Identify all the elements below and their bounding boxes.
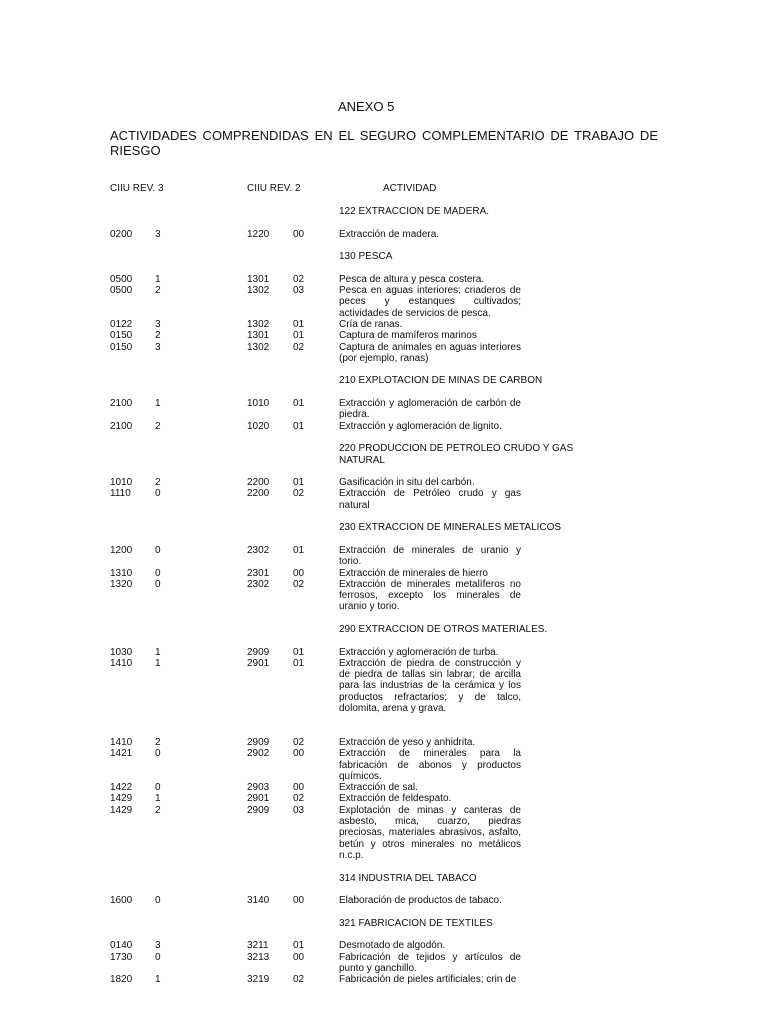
ciiu-rev2-subcode: 01 [293, 318, 305, 330]
table-row [110, 285, 670, 319]
document-title: ACTIVIDADES COMPRENDIDAS EN EL SEGURO COMPLEMENTARIO DE TRABAJO DE RIESGO [110, 128, 658, 158]
section-title: 122 EXTRACCION DE MADERA. [339, 206, 490, 217]
ciiu-rev2-code: 2901 [247, 657, 270, 669]
section-title: 290 EXTRACCION DE OTROS MATERIALES. [339, 623, 548, 635]
ciiu-rev3-subcode: 3 [155, 940, 161, 952]
ciiu-rev3-subcode: 3 [155, 318, 161, 330]
ciiu-rev3-code: 0150 [110, 330, 133, 342]
ciiu-rev3-subcode: 0 [155, 782, 161, 794]
ciiu-rev2-subcode: 02 [293, 341, 305, 353]
activity-description: Extracción de minerales metalíferos no ferrosos, excepto los minerales de uranio y torio. [339, 578, 521, 613]
table-row [110, 748, 670, 782]
ciiu-rev3-code: 1310 [110, 567, 133, 579]
section-heading [110, 624, 670, 635]
table-row [110, 330, 670, 341]
ciiu-rev3-subcode: 1 [155, 793, 161, 805]
ciiu-rev3-subcode: 0 [155, 748, 161, 760]
table-row [110, 229, 670, 240]
activity-description: Extracción de madera. [339, 228, 440, 240]
column-header-activity: ACTIVIDAD [383, 183, 437, 194]
ciiu-rev3-code: 0140 [110, 940, 133, 952]
ciiu-rev3-subcode: 0 [155, 578, 161, 590]
table-row [110, 895, 670, 906]
ciiu-rev2-subcode: 03 [293, 804, 305, 816]
ciiu-rev3-code: 1410 [110, 657, 133, 669]
activity-description: Extracción de Petróleo crudo y gas natural [339, 488, 521, 511]
activity-description: Pesca en aguas interiores; criaderos de peces y estanques cultivados; actividades de servicios de pesca. [339, 285, 521, 319]
table-row [110, 488, 670, 511]
ciiu-rev2-code: 1010 [247, 398, 270, 410]
activity-description: Elaboración de productos de tabaco. [339, 895, 502, 907]
annex-title: ANEXO 5 [338, 99, 395, 114]
ciiu-rev3-code: 1820 [110, 974, 133, 986]
ciiu-rev2-code: 1302 [247, 318, 270, 330]
ciiu-rev2-code: 2200 [247, 488, 270, 500]
activity-description: Extracción y aglomeración de carbón de piedra. [339, 398, 521, 421]
ciiu-rev3-subcode: 3 [155, 341, 161, 353]
activity-description: Extracción y aglomeración de turba. [339, 646, 499, 658]
ciiu-rev2-code: 2909 [247, 646, 270, 658]
table-row [110, 319, 670, 330]
ciiu-rev2-code: 3211 [247, 940, 269, 952]
activity-description: Extracción y aglomeración de lignito. [339, 420, 502, 432]
ciiu-rev3-code: 2100 [110, 420, 133, 432]
ciiu-rev2-code: 3140 [247, 895, 270, 907]
section-title: 321 FABRICACION DE TEXTILES [339, 917, 493, 929]
table-row [110, 974, 670, 985]
table-row [110, 805, 670, 861]
ciiu-rev2-subcode: 01 [293, 544, 305, 556]
ciiu-rev3-code: 1110 [110, 488, 131, 500]
activity-description: Extracción de minerales de uranio y torio. [339, 544, 521, 568]
ciiu-rev3-code: 2100 [110, 398, 133, 410]
activity-description: Extracción de piedra de construcción y de piedra de tallas sin labrar; de arcilla para las industrias de la cerámica y los productos refractarios; y de talco, dolomita, arena y grava. [339, 657, 521, 715]
ciiu-rev2-subcode: 02 [293, 736, 305, 748]
section-heading [110, 918, 670, 929]
activity-description: Fabricación de tejidos y artículos de punto y ganchillo. [339, 951, 521, 974]
ciiu-rev2-code: 1302 [247, 285, 270, 297]
ciiu-rev3-subcode: 2 [155, 804, 161, 816]
activity-description: Fabricación de pieles artificiales; crin de [339, 974, 517, 986]
ciiu-rev3-subcode: 0 [155, 567, 161, 579]
ciiu-rev2-code: 1220 [247, 228, 270, 240]
table-row [110, 579, 670, 613]
ciiu-rev3-subcode: 1 [155, 657, 161, 669]
ciiu-rev2-code: 1301 [247, 273, 270, 285]
ciiu-rev3-subcode: 1 [155, 273, 161, 285]
column-header-ciiu-rev3: CIIU REV. 3 [110, 183, 164, 194]
ciiu-rev2-subcode: 02 [293, 974, 305, 986]
ciiu-rev2-code: 2901 [247, 793, 270, 805]
ciiu-rev3-code: 1410 [110, 736, 133, 748]
ciiu-rev2-code: 2302 [247, 578, 270, 590]
ciiu-rev2-code: 1301 [247, 330, 270, 342]
ciiu-rev2-code: 3213 [247, 951, 270, 963]
ciiu-rev3-code: 1320 [110, 578, 133, 590]
ciiu-rev2-subcode: 01 [293, 477, 305, 489]
ciiu-rev3-subcode: 2 [155, 285, 161, 297]
table-row [110, 658, 670, 714]
ciiu-rev2-subcode: 00 [293, 951, 305, 963]
table-row [110, 782, 670, 793]
ciiu-rev3-code: 0200 [110, 228, 133, 240]
ciiu-rev2-subcode: 01 [293, 398, 305, 410]
ciiu-rev3-subcode: 1 [155, 398, 161, 410]
section-heading [110, 375, 670, 386]
ciiu-rev3-subcode: 2 [155, 330, 161, 342]
section-heading [110, 251, 670, 262]
ciiu-rev2-subcode: 01 [293, 940, 305, 952]
section-title: 314 INDUSTRIA DEL TABACO [339, 872, 477, 884]
ciiu-rev3-code: 1730 [110, 951, 133, 963]
ciiu-rev2-code: 3219 [247, 974, 270, 986]
ciiu-rev2-subcode: 02 [293, 488, 305, 500]
table-row [110, 398, 670, 421]
table-row [110, 793, 670, 804]
section-heading [110, 522, 670, 533]
ciiu-rev2-subcode: 01 [293, 657, 305, 669]
ciiu-rev3-subcode: 2 [155, 477, 161, 489]
section-title: 210 EXPLOTACION DE MINAS DE CARBON [339, 375, 543, 387]
table-row [110, 568, 670, 579]
activity-table [110, 206, 670, 997]
activity-description: Extracción de yeso y anhidrita. [339, 736, 476, 748]
activity-description: Captura de animales en aguas interiores (por ejemplo, ranas) [339, 341, 521, 364]
activity-description: Desmotado de algodón. [339, 940, 446, 952]
ciiu-rev3-code: 1010 [110, 477, 133, 489]
ciiu-rev3-subcode: 0 [155, 544, 161, 556]
activity-description: Cría de ranas. [339, 318, 403, 330]
ciiu-rev3-code: 1600 [110, 895, 133, 907]
ciiu-rev2-subcode: 00 [293, 748, 305, 760]
table-row [110, 952, 670, 975]
section-heading [110, 206, 670, 217]
table-row [110, 737, 670, 748]
ciiu-rev3-code: 1429 [110, 804, 133, 816]
section-heading [110, 873, 670, 884]
ciiu-rev2-subcode: 00 [293, 567, 305, 579]
ciiu-rev2-subcode: 02 [293, 273, 305, 285]
activity-description: Extracción de sal. [339, 782, 418, 794]
ciiu-rev3-code: 1429 [110, 793, 133, 805]
section-title: 230 EXTRACCION DE MINERALES METALICOS [339, 522, 562, 534]
activity-description: Extracción de feldespato. [339, 793, 452, 805]
table-row [110, 421, 670, 432]
ciiu-rev2-code: 2909 [247, 736, 270, 748]
ciiu-rev2-code: 2902 [247, 748, 270, 760]
ciiu-rev2-code: 2200 [247, 477, 270, 489]
activity-description: Gasificación in situ del carbón. [339, 477, 475, 489]
ciiu-rev3-code: 1422 [110, 782, 133, 794]
ciiu-rev3-code: 0122 [110, 318, 133, 330]
ciiu-rev3-subcode: 1 [155, 974, 161, 986]
ciiu-rev2-subcode: 01 [293, 420, 305, 432]
ciiu-rev3-subcode: 3 [155, 228, 161, 240]
ciiu-rev2-code: 2302 [247, 544, 270, 556]
section-heading [110, 443, 670, 466]
activity-description: Pesca de altura y pesca costera. [339, 273, 485, 285]
ciiu-rev3-subcode: 0 [155, 488, 161, 500]
ciiu-rev2-code: 2301 [247, 567, 270, 579]
column-header-ciiu-rev2: CIIU REV. 2 [247, 183, 301, 194]
table-row [110, 940, 670, 951]
ciiu-rev3-subcode: 0 [155, 951, 161, 963]
ciiu-rev3-subcode: 0 [155, 895, 161, 907]
ciiu-rev3-code: 0150 [110, 341, 133, 353]
activity-description: Captura de mamíferos marinos [339, 330, 477, 342]
ciiu-rev2-subcode: 02 [293, 578, 305, 590]
ciiu-rev3-subcode: 2 [155, 736, 161, 748]
ciiu-rev2-code: 2909 [247, 804, 270, 816]
ciiu-rev2-subcode: 01 [293, 646, 305, 658]
activity-description: Extracción de minerales de hierro [339, 567, 488, 579]
ciiu-rev2-subcode: 03 [293, 285, 305, 297]
ciiu-rev3-code: 1200 [110, 544, 133, 556]
section-title: 220 PRODUCCION DE PETROLEO CRUDO Y GAS NATURAL [339, 443, 574, 466]
section-title: 130 PESCA [339, 251, 393, 263]
table-row [110, 647, 670, 658]
ciiu-rev2-code: 1302 [247, 341, 270, 353]
table-row [110, 342, 670, 365]
ciiu-rev3-code: 0500 [110, 285, 133, 297]
ciiu-rev2-subcode: 02 [293, 793, 305, 805]
ciiu-rev2-code: 2903 [247, 782, 270, 794]
ciiu-rev3-subcode: 1 [155, 646, 161, 658]
ciiu-rev2-subcode: 00 [293, 782, 305, 794]
ciiu-rev2-subcode: 00 [293, 895, 305, 907]
table-row [110, 274, 670, 285]
activity-description: Explotación de minas y canteras de asbesto, mica, cuarzo, piedras preciosas, materiales abrasivos, asfalto, betún y otros minerales no metálicos n.c.p. [339, 804, 521, 861]
ciiu-rev2-subcode: 01 [293, 330, 305, 342]
table-row [110, 545, 670, 568]
table-row [110, 477, 670, 488]
ciiu-rev3-code: 0500 [110, 273, 133, 285]
ciiu-rev3-code: 1421 [110, 748, 133, 760]
ciiu-rev3-subcode: 2 [155, 420, 161, 432]
activity-description: Extracción de minerales para la fabricación de abonos y productos químicos. [339, 748, 521, 782]
ciiu-rev2-subcode: 00 [293, 228, 305, 240]
ciiu-rev3-code: 1030 [110, 646, 133, 658]
ciiu-rev2-code: 1020 [247, 420, 270, 432]
